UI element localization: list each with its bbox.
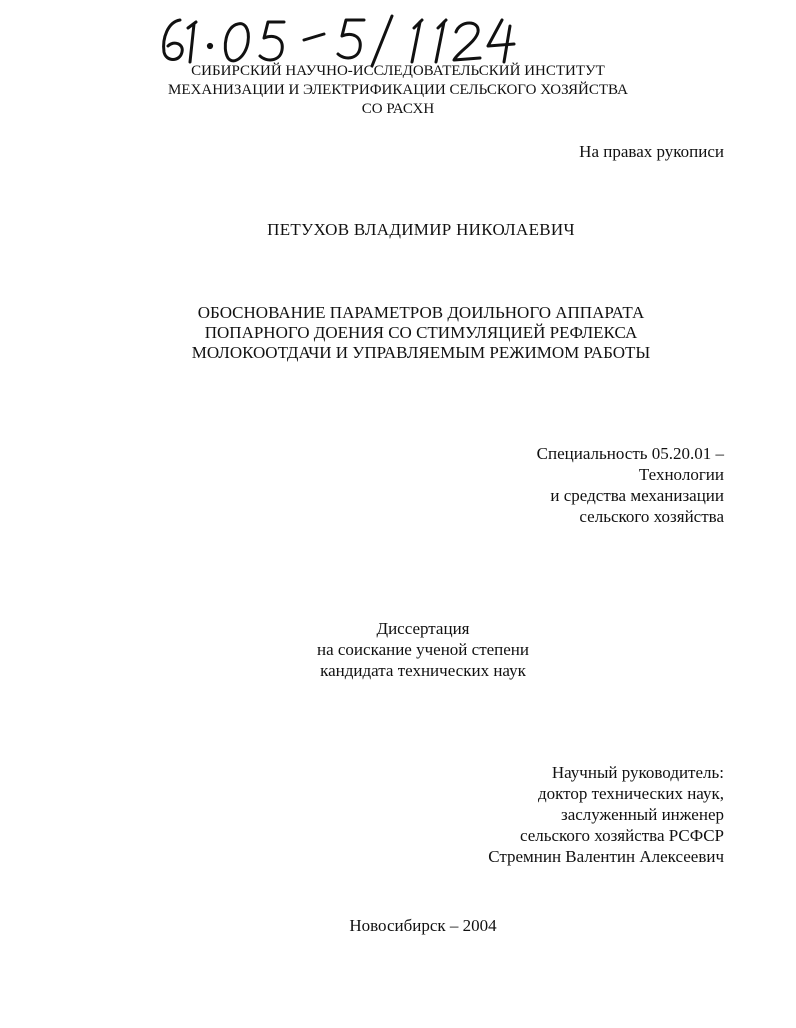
author-name: ПЕТУХОВ ВЛАДИМИР НИКОЛАЕВИЧ [267,220,575,239]
institute-line: СО РАСХН [361,101,435,117]
institute-line: МЕХАНИЗАЦИИ И ЭЛЕКТРИФИКАЦИИ СЕЛЬСКОГО ХОЗЯЙСТВА [168,82,628,98]
degree-line: Диссертация [376,619,470,638]
title-line: ОБОСНОВАНИЕ ПАРАМЕТРОВ ДОИЛЬНОГО АППАРАТА [197,303,645,322]
city-year: Новосибирск – 2004 [349,916,497,935]
manuscript-rights-note: На правах рукописи [579,142,724,161]
specialty-line: и средства механизации [550,486,724,505]
title-line: МОЛОКООТДАЧИ И УПРАВЛЯЕМЫМ РЕЖИМОМ РАБОТЫ [191,343,651,362]
dissertation-title [120,303,722,363]
supervisor-line: доктор технических наук, [537,784,724,803]
specialty-line: Технологии [638,465,724,484]
supervisor-line: Стремнин Валентин Алексеевич [488,847,724,866]
institute-line: СИБИРСКИЙ НАУЧНО-ИССЛЕДОВАТЕЛЬСКИЙ ИНСТИТУТ [191,63,605,79]
dissertation-degree-block [250,618,596,681]
supervisor-line: заслуженный инженер [560,805,724,824]
specialty-line: сельского хозяйства [579,507,724,526]
specialty-line: Специальность 05.20.01 – [536,444,724,463]
supervisor-line: Научный руководитель: [551,763,724,782]
supervisor-line: сельского хозяйства РСФСР [519,826,724,845]
supervisor-block [488,762,724,867]
title-line: ПОПАРНОГО ДОЕНИЯ СО СТИМУЛЯЦИЕЙ РЕФЛЕКСА [204,323,638,342]
handwritten-archive-code [150,8,570,68]
specialty-block [537,443,724,527]
degree-line: на соискание ученой степени [316,640,530,659]
degree-line: кандидата технических наук [320,661,526,680]
institute-name [120,62,676,119]
